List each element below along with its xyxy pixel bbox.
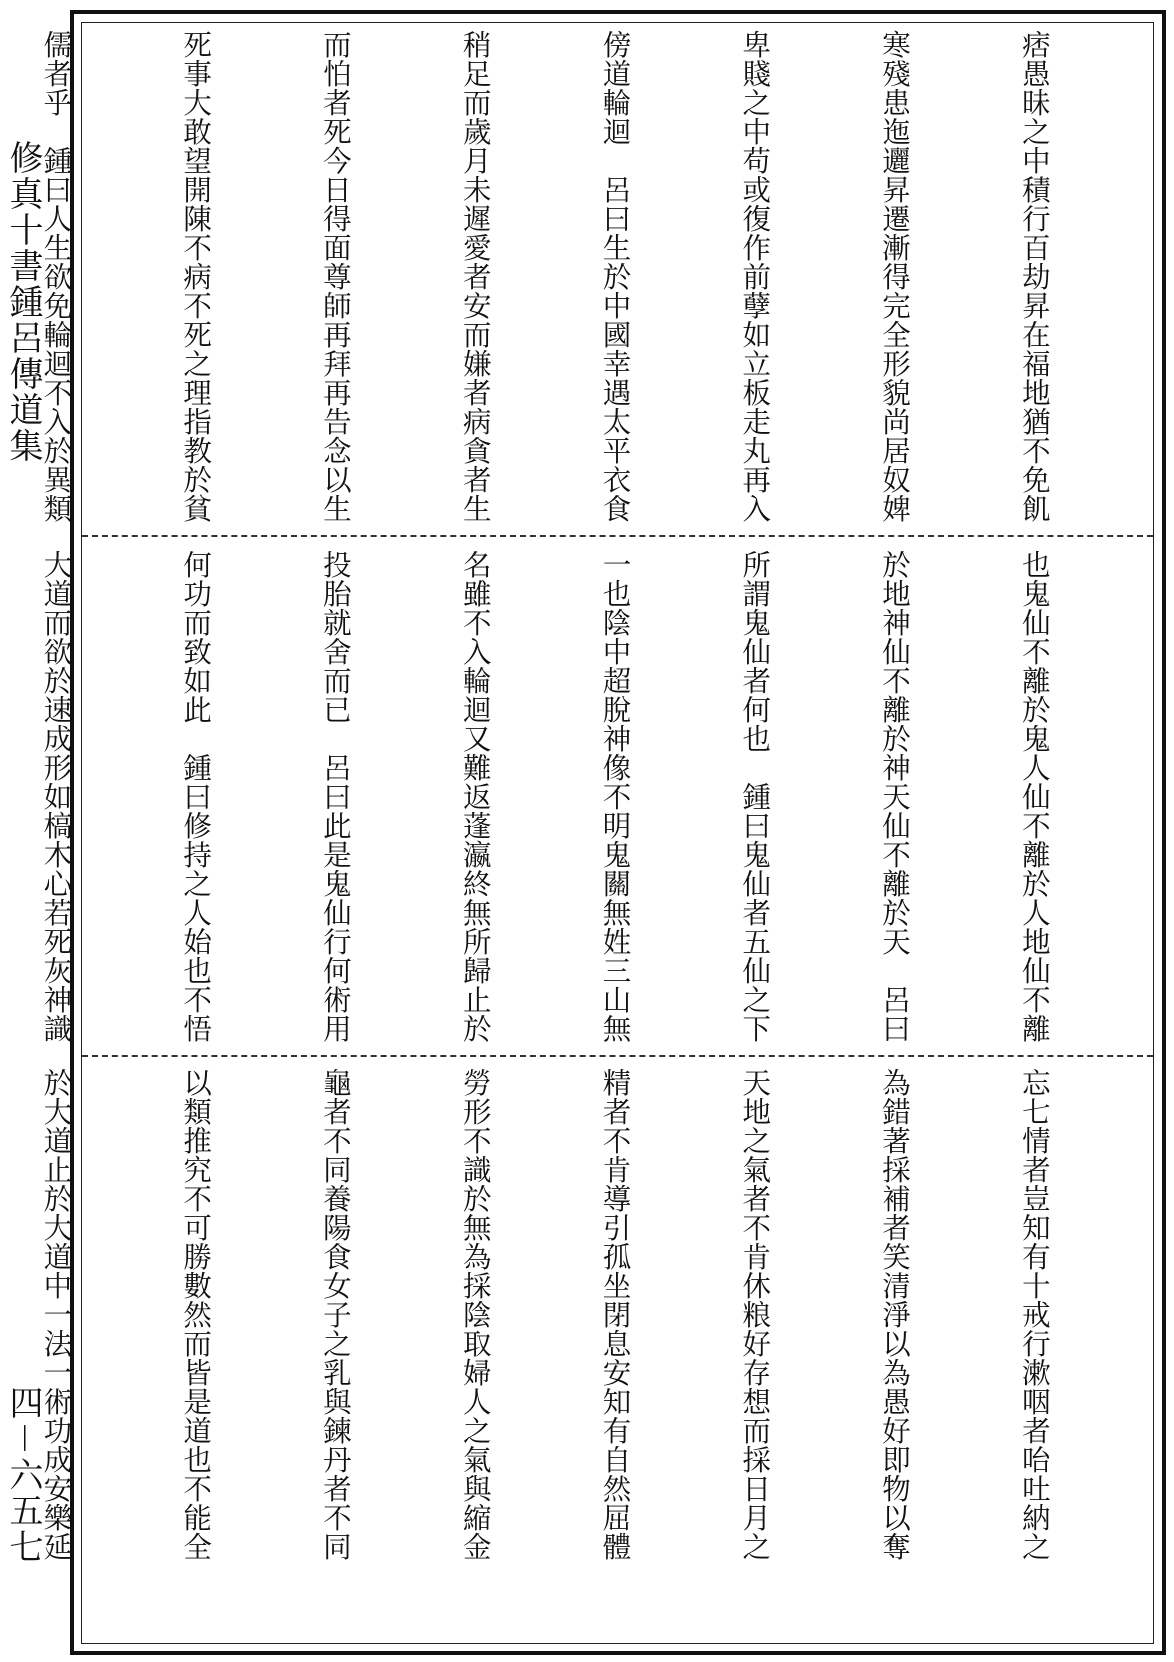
text-column: 死事大敢望開陳不病不死之理指教於貧 <box>179 30 213 523</box>
text-column: 勞形不識於無為採陰取婦人之氣與縮金 <box>458 1068 492 1561</box>
text-band-top <box>39 30 1150 530</box>
text-column: 投胎就舍而已 呂曰此是鬼仙行何術用 <box>318 550 352 1043</box>
text-column: 痞愚昧之中積行百劫昇在福地猶不免飢 <box>1017 30 1051 523</box>
text-band-bottom <box>39 1068 1150 1638</box>
text-column: 忘七情者豈知有十戒行漱咽者咍吐納之 <box>1017 1068 1051 1561</box>
text-column: 天地之氣者不肯休粮好存想而採日月之 <box>738 1068 772 1561</box>
text-column: 傍道輪迴 呂曰生於中國幸遇太平衣食 <box>598 30 632 523</box>
text-column: 精者不肯導引孤坐閉息安知有自然屈體 <box>598 1068 632 1561</box>
text-column: 以類推究不可勝數然而皆是道也不能全 <box>179 1068 213 1561</box>
band-divider <box>82 1055 1153 1057</box>
band-divider <box>82 535 1153 537</box>
text-column: 名雖不入輪迴又難返蓬瀛終無所歸止於 <box>458 550 492 1043</box>
text-column: 所謂鬼仙者何也 鍾曰鬼仙者五仙之下 <box>738 550 772 1043</box>
text-column: 於地神仙不離於神天仙不離於天 呂曰 <box>878 550 912 1043</box>
text-column: 龜者不同養陽食女子之乳與鍊丹者不同 <box>318 1068 352 1561</box>
text-band-middle <box>39 550 1150 1050</box>
text-column: 而怕者死今日得面尊師再拜再告念以生 <box>318 30 352 523</box>
text-column: 一也陰中超脫神像不明鬼關無姓三山無 <box>598 550 632 1043</box>
book-title: 修真十書鍾呂傳道集 <box>3 140 43 464</box>
text-column: 何功而致如此 鍾曰修持之人始也不悟 <box>179 550 213 1043</box>
text-column: 也鬼仙不離於鬼人仙不離於人地仙不離 <box>1017 550 1051 1043</box>
text-column: 稍足而歲月未遲愛者安而嫌者病貪者生 <box>458 30 492 523</box>
page-number: 四－六五七 <box>3 1385 43 1565</box>
text-column: 儒者乎 鍾曰人生欲免輪迴不入於異類 <box>39 30 73 523</box>
text-column: 大道而欲於速成形如槁木心若死灰神識 <box>39 550 73 1043</box>
text-column: 於大道止於大道中一法一術功成安樂延 <box>39 1068 73 1561</box>
text-column: 寒殘患迤邐昇遷漸得完全形貌尚居奴婢 <box>878 30 912 523</box>
text-column: 卑賤之中苟或復作前孽如立板走丸再入 <box>738 30 772 523</box>
text-column: 為錯著採補者笑清淨以為愚好即物以奪 <box>878 1068 912 1561</box>
